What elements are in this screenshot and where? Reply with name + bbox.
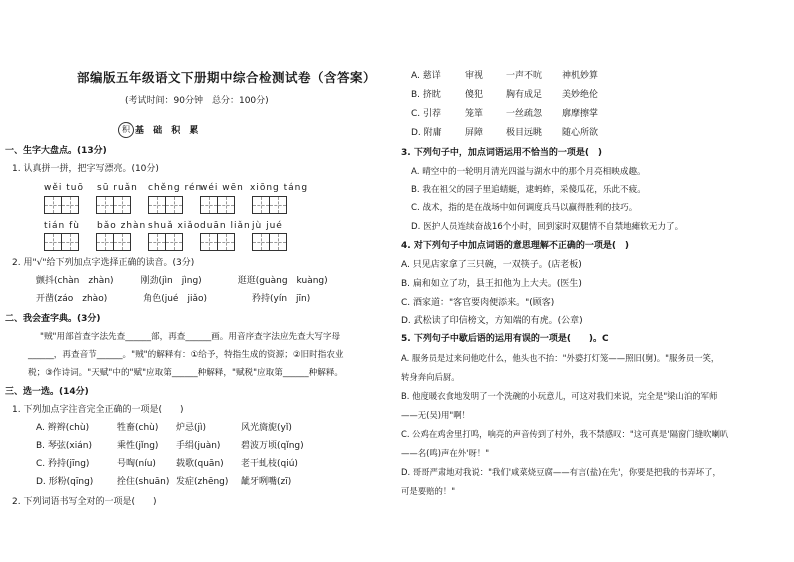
q4-option-d: D. 武松读了印信榜文，方知端的有虎。(公章) — [401, 316, 583, 326]
pinyin: bǎo zhàn — [97, 221, 147, 231]
writing-box[interactable] — [44, 196, 78, 214]
option-c: C. 引荐 — [411, 109, 442, 119]
option-b: B. 挤眈 — [411, 90, 441, 100]
q5-option-d-cont: 可是要赔的！" — [401, 486, 456, 496]
q2-text: 2. 用"√"给下列加点字选择正确的读音。(3分) — [12, 258, 195, 268]
section-badge-icon: 积 — [118, 122, 134, 138]
pinyin: chěng rén — [148, 183, 203, 193]
writing-box[interactable] — [200, 196, 234, 214]
q5-option-c: C. 公鸡在鸡舍里打鸣，响亮的声音传到了村外，我不禁感叹："这可真是'隔窗门缝吹喇叭 — [401, 429, 729, 439]
q5-option-d: D. 哥哥严肃地对我说："我们'咸菜烧豆腐——有言(盐)在先'，你要是把我的书弄坏了， — [401, 467, 721, 477]
writing-box[interactable] — [200, 233, 234, 251]
q3-option-c: C. 战术，指的是在战场中如何调度兵马以赢得胜利的技巧。 — [411, 203, 638, 213]
pinyin: sū ruǎn — [97, 183, 138, 193]
option-b-word: 乘性(jǐng) — [117, 441, 159, 451]
option-word: 一声不吭 — [506, 71, 543, 81]
q4-option-a: A. 只见店家拿了三只碗，一双筷子。(店老板) — [401, 260, 582, 270]
option-word: 傻犯 — [465, 90, 484, 100]
q5-option-c-cont: ——名(鸣)声在外'呀！" — [401, 448, 490, 458]
option-word: 屏障 — [465, 128, 484, 138]
option-word: 笼箪 — [465, 109, 484, 119]
writing-box[interactable] — [148, 196, 182, 214]
option-word: 美妙绝伦 — [562, 90, 599, 100]
option-word: 胸有成足 — [506, 90, 543, 100]
p3-q1-text: 1. 下列加点字注音完全正确的一项是( ) — [12, 405, 184, 415]
option-a-word: 风光旖旎(yǐ) — [241, 423, 292, 433]
option-b-word: 碧波万顷(qǐng) — [241, 441, 304, 451]
part2-line1: "贼"用部首查字法先查______部，再查______画。用音序查字法应先查大写字母 — [40, 332, 341, 342]
q3-text: 3. 下列句子中，加点词语运用不恰当的一项是( ) — [401, 148, 603, 158]
pinyin: wéi wēn — [200, 183, 244, 193]
q2-line1: 颤抖(chàn zhàn) 刚劲(jìn jìng) 逛逛(guàng kuàng) — [36, 276, 328, 286]
pinyin: xiōng táng — [250, 183, 309, 193]
option-d-word: 发症(zhēng) — [176, 477, 229, 487]
option-word: 审视 — [465, 71, 484, 81]
option-a-word: 炉忌(jì) — [176, 423, 207, 433]
option-word: 一丝疏忽 — [506, 109, 543, 119]
q2-line2: 开凿(záo zhào) 角色(jué jiǎo) 矜持(yín jīn) — [36, 294, 311, 304]
part2-heading: 二、我会查字典。(3分) — [5, 314, 101, 324]
pinyin: shuǎ xiǎo — [148, 221, 201, 231]
q3-option-d: D. 医护人员连续奋战16个小时，回到家时双腿情不自禁地瘫软无力了。 — [411, 222, 684, 232]
option-d: D. 附庸 — [411, 128, 442, 138]
option-d-word: 龇牙咧嘴(zī) — [241, 477, 292, 487]
option-d: D. 形粉(qīng) — [36, 477, 94, 487]
q4-text: 4. 对下列句子中加点词语的意思理解不正确的一项是( ) — [401, 241, 630, 251]
option-word: 廓摩擦掌 — [562, 109, 599, 119]
writing-box[interactable] — [96, 196, 130, 214]
q5-option-b: B. 他度暖衣食地发明了一个洗碗的小玩意儿，可这对我们来说，完全是"梁山泊的军师 — [401, 391, 718, 401]
part3-heading: 三、选一选。(14分) — [5, 387, 89, 397]
part2-line2: ______，再查音节______。"贼"的解释有：①给予，特指生成的资源；②旧时指农业 — [28, 350, 344, 360]
option-c-word: 载歌(quān) — [176, 459, 224, 469]
option-word: 极目远眺 — [506, 128, 543, 138]
option-c-word: 号啕(níu) — [117, 459, 156, 469]
option-c: C. 矜持(jīng) — [36, 459, 90, 469]
exam-info: (考试时间：90分钟 总分：100分) — [125, 96, 269, 106]
q5-option-a: A. 服务员是过来问他吃什么，他头也不抬："外婆打灯笼——照旧(舅)。"服务员一笑， — [401, 353, 720, 363]
option-a: A. 辫辫(chù) — [36, 423, 90, 433]
q5-option-a-cont: 转身奔向后厨。 — [401, 372, 460, 382]
option-a: A. 慈详 — [411, 71, 441, 81]
option-word: 随心所欲 — [562, 128, 599, 138]
p3-q2-text: 2. 下列词语书写全对的一项是( ) — [12, 497, 157, 507]
writing-box[interactable] — [252, 196, 286, 214]
writing-box[interactable] — [148, 233, 182, 251]
q5-option-b-cont: ——无(吴)用"啊！ — [401, 410, 471, 420]
pinyin: duān liǎn — [200, 221, 251, 231]
section-header: 基 础 积 累 — [135, 126, 202, 136]
q5-text: 5. 下列句子中歇后语的运用有误的一项是( )。C — [401, 334, 609, 344]
writing-box[interactable] — [44, 233, 78, 251]
pinyin: tián fù — [44, 221, 80, 231]
q4-option-b: B. 扁和如立了功，县王扣他为上大夫。(医生) — [401, 279, 582, 289]
option-word: 神机妙算 — [562, 71, 599, 81]
option-a-word: 牲畜(chù) — [117, 423, 159, 433]
writing-box[interactable] — [96, 233, 130, 251]
option-c-word: 老干虬枝(qiú) — [241, 459, 298, 469]
option-b-word: 手绢(juàn) — [176, 441, 221, 451]
q3-option-a: A. 晴空中的一轮明月清光四溢与湖水中的那个月亮相映成趣。 — [411, 167, 646, 177]
q3-option-b: B. 我在祖父的园子里追蜻蜓，逮蚂蚱，采傻瓜花，乐此不疲。 — [411, 185, 646, 195]
option-b: B. 琴弦(xián) — [36, 441, 92, 451]
pinyin: jù jué — [252, 221, 283, 231]
option-d-word: 拴住(shuān) — [117, 477, 170, 487]
pinyin: wěi tuō — [44, 183, 84, 193]
q1-text: 1. 认真拼一拼，把字写漂亮。(10分) — [12, 164, 159, 174]
writing-box[interactable] — [252, 233, 286, 251]
page-title: 部编版五年级语文下册期中综合检测试卷（含答案） — [77, 70, 377, 85]
part1-heading: 一、生字大盘点。(13分) — [5, 146, 107, 156]
part2-line3: 税；③作诗词。"天赋"中的"赋"应取第______种解释，"赋税"应取第______种解释。 — [28, 368, 344, 378]
q4-option-c: C. 酒家道："客官要肉便添来。"(顾客) — [401, 298, 555, 308]
